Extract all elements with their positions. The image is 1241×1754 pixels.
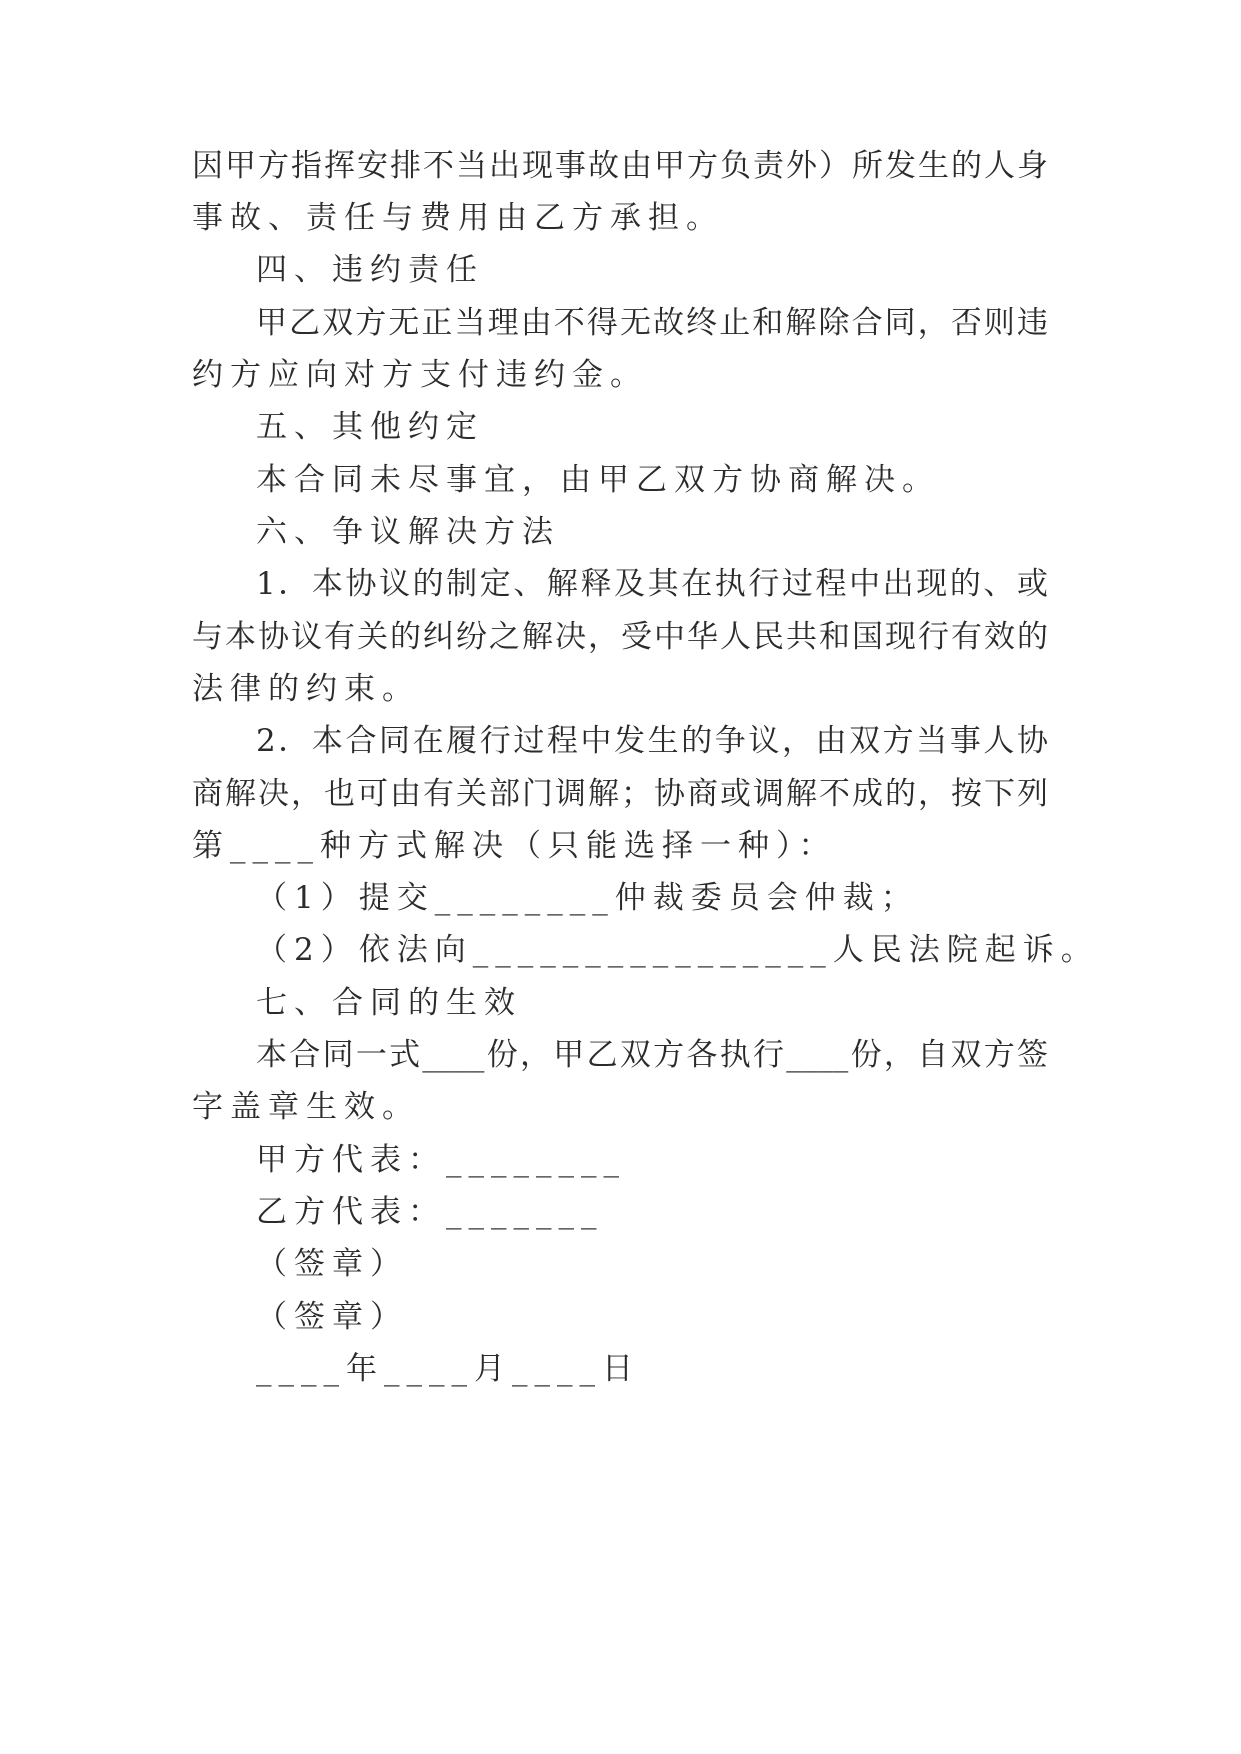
seal-label: （签章） [256, 1299, 408, 1335]
paragraph-line: 约方应向对方支付违约金。 [192, 357, 648, 393]
paragraph-line: 本合同一式____份，甲乙双方各执行____份，自双方签 [256, 1037, 1048, 1073]
section-heading: 四、违约责任 [256, 252, 484, 288]
paragraph-line: 因甲方指挥安排不当出现事故由甲方负责外）所发生的人身 [192, 148, 1048, 184]
paragraph-line: 事故、责任与费用由乙方承担。 [192, 200, 724, 236]
section-heading: 七、合同的生效 [256, 985, 522, 1021]
paragraph-line: 1．本协议的制定、解释及其在执行过程中出现的、或 [256, 566, 1048, 602]
paragraph-line: 2．本合同在履行过程中发生的争议，由双方当事人协 [256, 723, 1048, 759]
date-line: ____年____月____日 [256, 1351, 640, 1387]
section-heading: 六、争议解决方法 [256, 514, 560, 550]
party-a-signature-line: 甲方代表：________ [256, 1142, 626, 1178]
seal-label: （签章） [256, 1246, 408, 1282]
section-heading: 五、其他约定 [256, 409, 484, 445]
paragraph-line: 法律的约束。 [192, 671, 420, 707]
paragraph-line: 商解决，也可由有关部门调解；协商或调解不成的，按下列 [192, 776, 1048, 812]
option-line: （2）依法向________________人民法院起诉。 [256, 932, 1099, 968]
paragraph-line: 与本协议有关的纠纷之解决，受中华人民共和国现行有效的 [192, 619, 1048, 655]
option-line: （1）提交________仲裁委员会仲裁； [256, 880, 919, 916]
party-b-signature-line: 乙方代表：_______ [256, 1194, 604, 1230]
paragraph-line: 本合同未尽事宜，由甲乙双方协商解决。 [256, 462, 940, 498]
paragraph-line: 第____种方式解决（只能选择一种）： [192, 828, 837, 864]
paragraph-line: 甲乙双方无正当理由不得无故终止和解除合同，否则违 [256, 305, 1048, 341]
paragraph-line: 字盖章生效。 [192, 1089, 420, 1125]
